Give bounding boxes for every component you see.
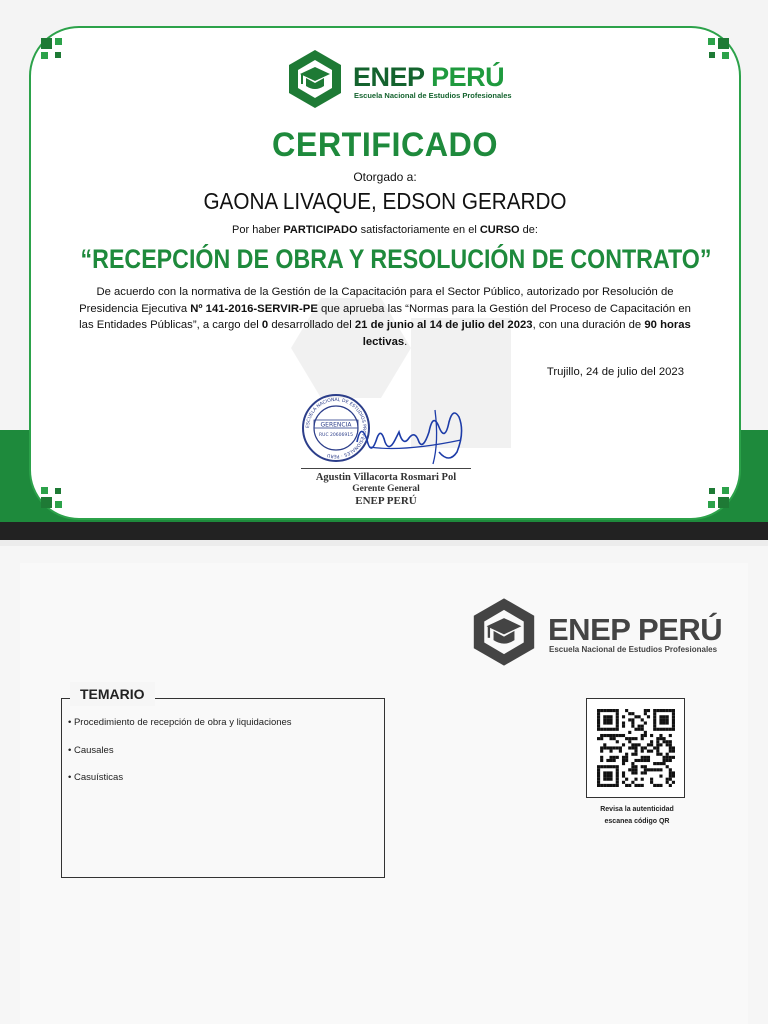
enep-logo: [284, 48, 512, 110]
place-date: Trujillo, 24 de julio del 2023: [546, 366, 684, 378]
list-item: • Procedimiento de recepción de obra y liquidaciones: [68, 717, 292, 728]
logo-wordmark: ENEP PERÚ: [548, 612, 723, 647]
corner-ornament-icon: [707, 38, 729, 60]
corner-ornament-icon: [41, 38, 63, 60]
recipient-name: GAONA LIVAQUE, EDSON GERARDO: [203, 188, 567, 214]
temario-title: TEMARIO: [70, 682, 155, 706]
temario-page: [0, 546, 768, 1024]
signature-line: [301, 468, 471, 469]
participation-line: Por haber PARTICIPADO satisfactoriamente en el CURSO de:: [232, 224, 538, 236]
svg-text:RUC 20606915: RUC 20606915: [319, 433, 353, 438]
svg-text:ESCUELA NACIONAL DE ESTUDIOS P: ESCUELA NACIONAL DE ESTUDIOS PROFESIONALES · PERÚ: [305, 397, 367, 459]
dark-band: [0, 522, 768, 540]
certificate-body: De acuerdo con la normativa de la Gestión de la Capacitación para el Sector Público, autorizado por Resolución de Presidencia Ejecutiva Nº 141-2016-SERVIR-PE que aprueba las “Normas para la Gestión del Proceso de Capacitación en las Entidades Públicas”, a cargo del 0 desarrollado del 21 de junio al 14 de julio del 2023, con una duración de 90 horas lectivas.: [79, 286, 691, 348]
graduation-cap-hexagon-icon: [284, 48, 346, 110]
corner-ornament-icon: [41, 486, 63, 508]
logo-subtitle: Escuela Nacional de Estudios Profesionales: [354, 91, 512, 100]
awarded-to-label: Otorgado a:: [353, 170, 417, 184]
enep-logo-gray: [468, 596, 728, 668]
list-item: • Causales: [68, 744, 114, 756]
signatory-org: ENEP PERÚ: [355, 495, 417, 507]
certificate-title: CERTIFICADO: [272, 126, 498, 164]
certificate-card: [29, 26, 741, 520]
qr-caption: Revisa la autenticidad escanea código QR: [600, 806, 674, 825]
signatory-role: Gerente General: [352, 484, 420, 494]
temario-list: [68, 717, 292, 800]
handwritten-signature-icon: [349, 402, 469, 472]
svg-text:GERENCIA: GERENCIA: [320, 421, 352, 429]
signatory-name: Agustin Villacorta Rosmari Pol: [315, 472, 457, 483]
list-item: • Casuísticas: [68, 772, 124, 783]
qr-code-frame[interactable]: [586, 698, 685, 798]
corner-ornament-icon: [707, 486, 729, 508]
graduation-cap-hexagon-icon: [468, 596, 540, 668]
qr-code-icon[interactable]: [597, 709, 675, 787]
logo-wordmark: ENEP PERÚ: [353, 62, 505, 92]
course-title: “RECEPCIÓN DE OBRA Y RESOLUCIÓN DE CONTRATO”: [80, 244, 712, 274]
logo-subtitle: Escuela Nacional de Estudios Profesionales: [549, 645, 718, 654]
